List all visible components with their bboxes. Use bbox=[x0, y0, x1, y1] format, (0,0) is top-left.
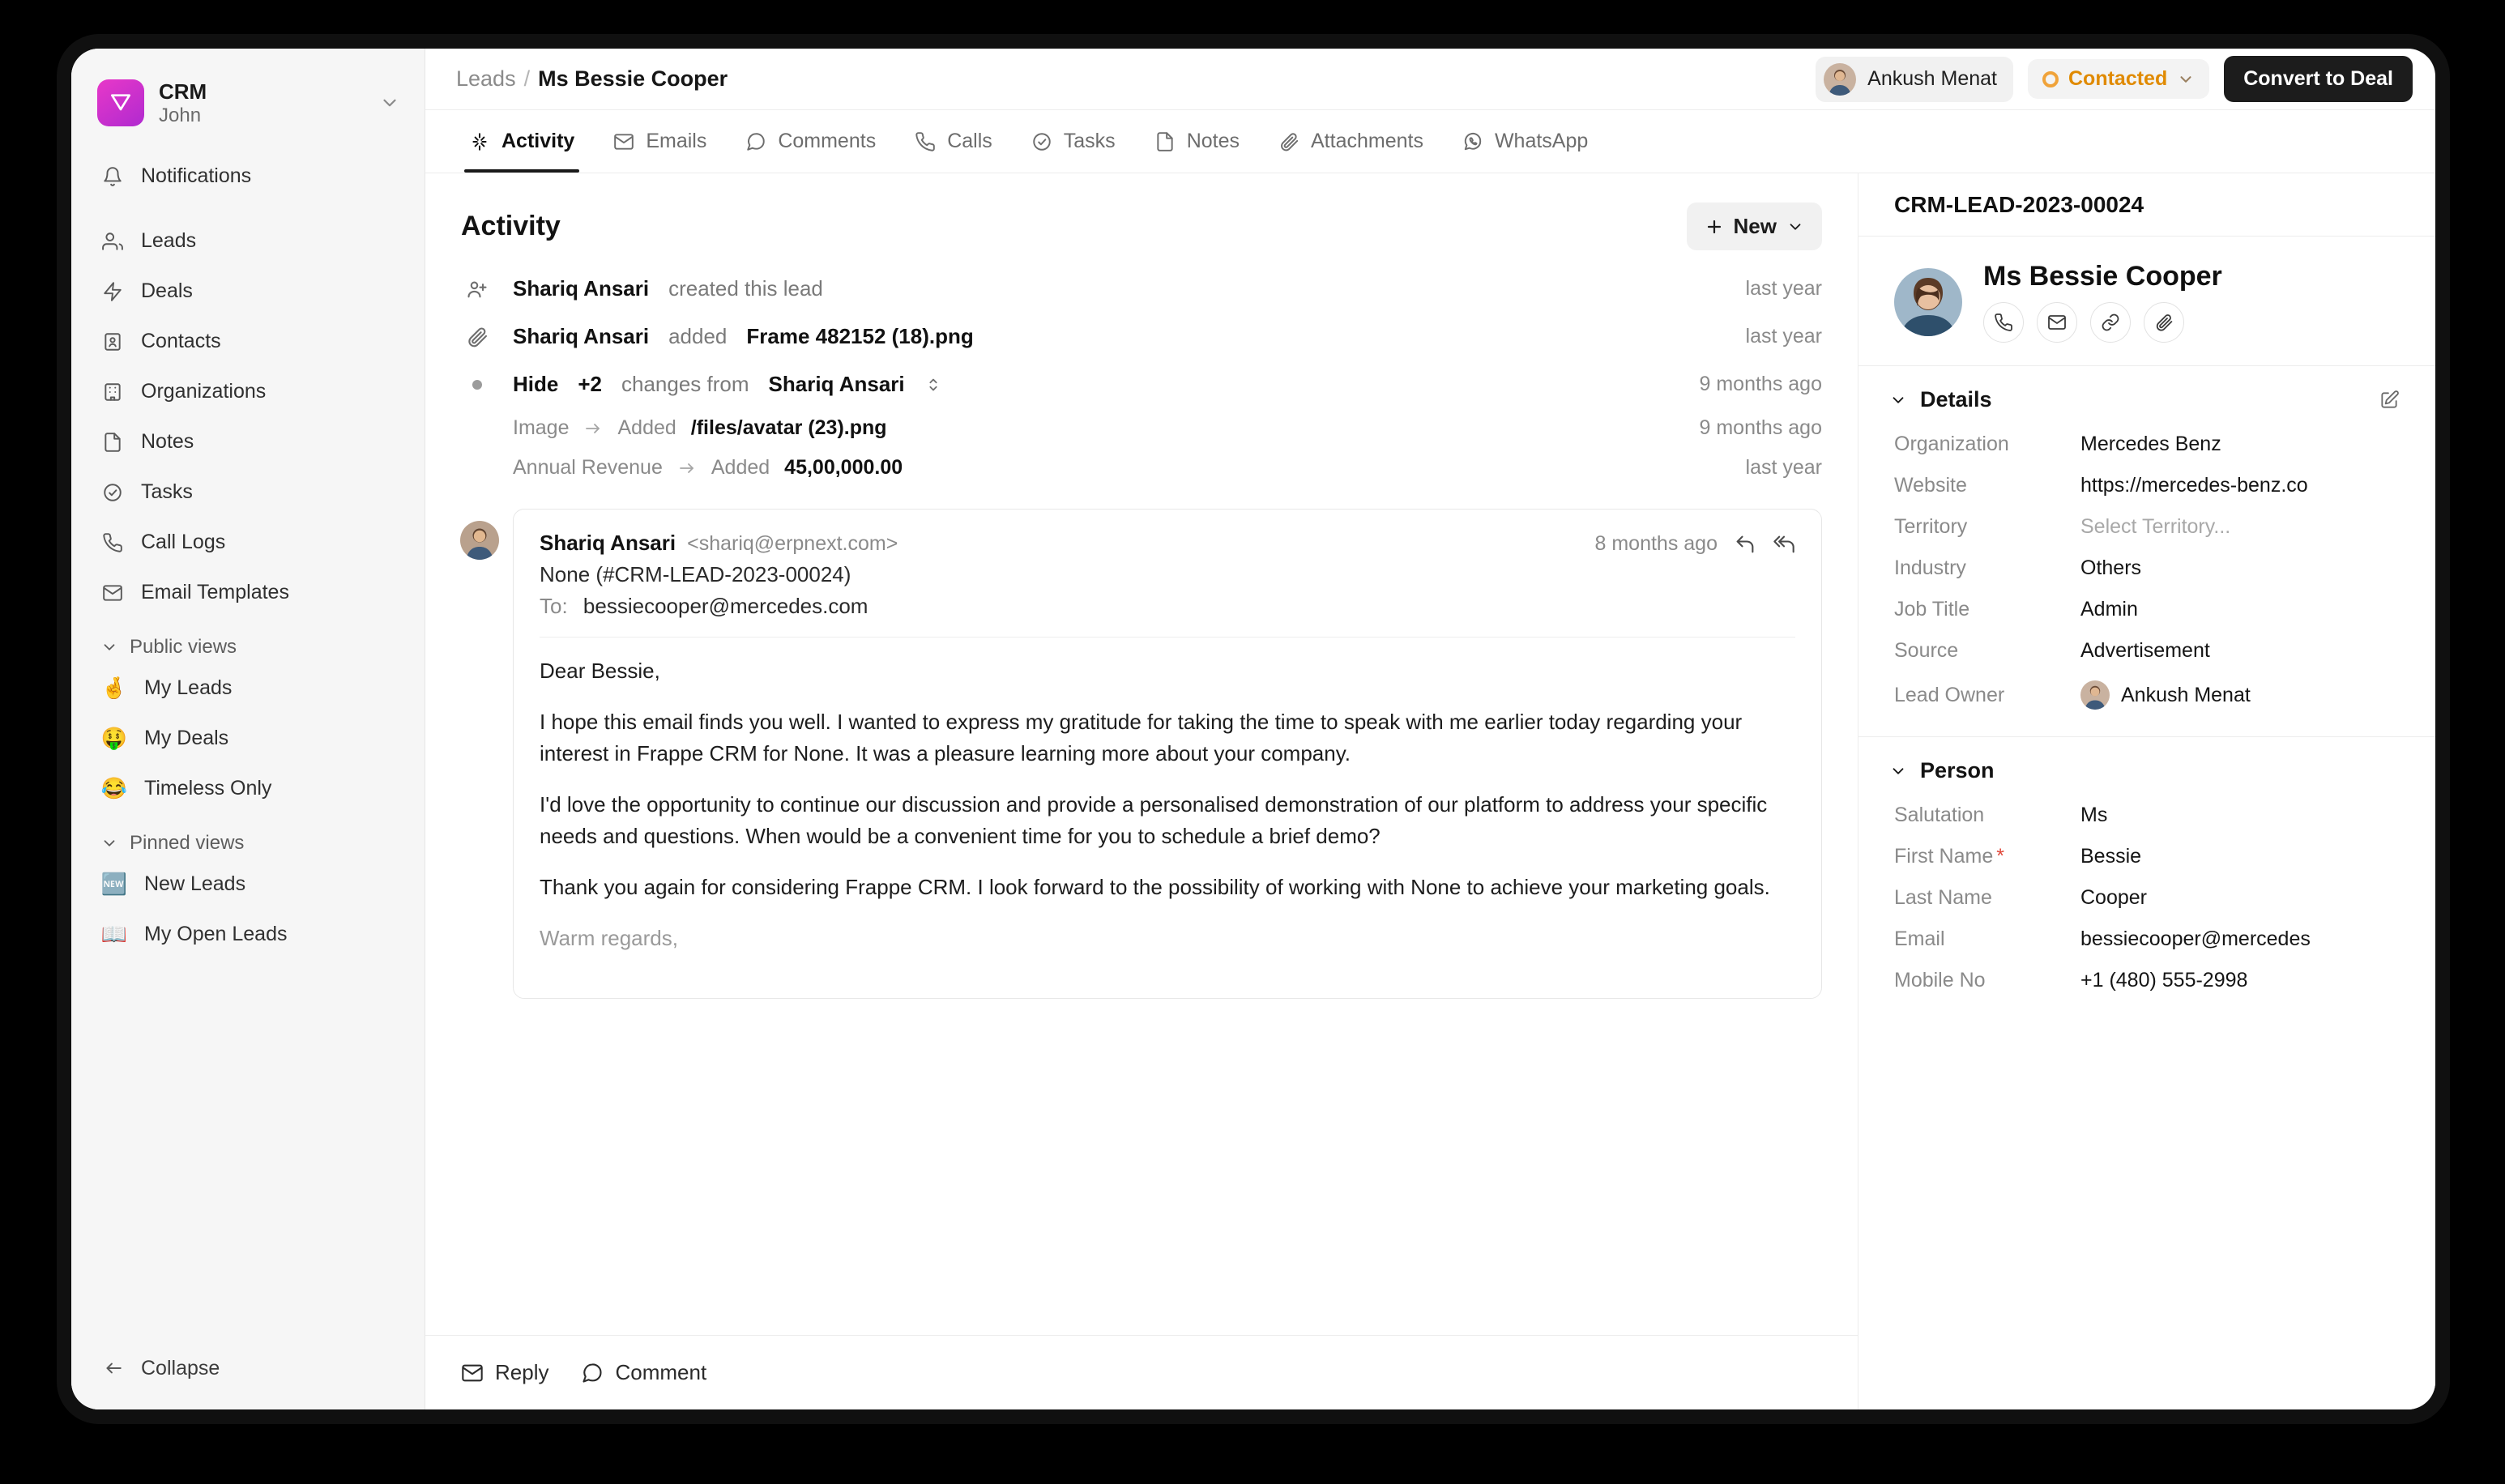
field-lead-owner[interactable] bbox=[1858, 672, 2435, 719]
collapse-icon bbox=[100, 1356, 125, 1380]
sidebar-item-label: Call Logs bbox=[141, 531, 226, 554]
required-marker: * bbox=[1996, 845, 2004, 868]
activity-event bbox=[461, 313, 1822, 360]
changes-middle: changes from bbox=[621, 372, 749, 396]
divider bbox=[540, 637, 1795, 638]
field-value: +1 (480) 555-2998 bbox=[2080, 969, 2248, 991]
attachment-icon bbox=[461, 326, 493, 348]
phone-icon[interactable] bbox=[1983, 302, 2024, 343]
tab-activity[interactable] bbox=[453, 110, 591, 173]
field-territory[interactable] bbox=[1858, 506, 2435, 548]
hide-label: Hide bbox=[513, 372, 559, 396]
field-label: Job Title bbox=[1894, 598, 1970, 620]
field-value: Cooper bbox=[2080, 886, 2147, 909]
sidebar-item-label: Tasks bbox=[141, 480, 193, 504]
reply-all-icon[interactable] bbox=[1773, 533, 1795, 556]
sidebar-item-label: Notes bbox=[141, 430, 194, 454]
field-value: Admin bbox=[2080, 598, 2138, 620]
email-recipient bbox=[540, 594, 1795, 619]
label-text: First Name bbox=[1894, 845, 1994, 868]
person-section-header[interactable] bbox=[1858, 737, 2435, 795]
laughing-emoji-icon: 😂 bbox=[100, 776, 128, 801]
field-industry[interactable] bbox=[1858, 548, 2435, 589]
sidebar-item-tasks[interactable] bbox=[87, 467, 408, 518]
email-paragraph: I hope this email finds you well. I wanted to express my gratitude for taking the time to speak with me earlier today regarding your interest in Frappe CRM for None. It was a pleasure learning more about your company. bbox=[540, 710, 1743, 765]
convert-to-deal-button[interactable]: Convert to Deal bbox=[2224, 56, 2413, 102]
event-time: 9 months ago bbox=[1699, 373, 1822, 395]
field-value: Mercedes Benz bbox=[2080, 433, 2221, 455]
edit-icon[interactable] bbox=[2379, 390, 2400, 411]
collapse-label: Collapse bbox=[141, 1356, 220, 1380]
hand-emoji-icon: 🤞 bbox=[100, 676, 128, 701]
sidebar-item-my-deals[interactable] bbox=[87, 714, 408, 764]
field-label: Source bbox=[1894, 639, 1959, 662]
arrow-right-icon bbox=[583, 419, 603, 438]
field-email[interactable] bbox=[1858, 919, 2435, 960]
tab-label: Activity bbox=[501, 130, 575, 152]
tab-label: Attachments bbox=[1311, 130, 1423, 152]
email-paragraph: Dear Bessie, bbox=[540, 659, 660, 683]
tab-emails[interactable] bbox=[597, 110, 723, 173]
mail-icon[interactable] bbox=[2037, 302, 2077, 343]
collapse-sidebar-button[interactable] bbox=[87, 1341, 408, 1395]
field-value: Select Territory... bbox=[2080, 515, 2231, 538]
book-emoji-icon: 📖 bbox=[100, 922, 128, 947]
reply-label: Reply bbox=[495, 1360, 549, 1384]
change-value: /files/avatar (23).png bbox=[690, 416, 887, 439]
field-label: Salutation bbox=[1894, 804, 1985, 826]
chevron-down-icon bbox=[100, 834, 118, 852]
change-entry bbox=[461, 408, 1822, 448]
status-dot-icon bbox=[2042, 71, 2059, 87]
mail-icon bbox=[461, 1362, 484, 1384]
sidebar-item-notes[interactable] bbox=[87, 417, 408, 467]
hide-changes-toggle[interactable] bbox=[461, 360, 1822, 408]
field-first-name[interactable] bbox=[1858, 836, 2435, 877]
email-sender: Shariq Ansari bbox=[540, 531, 676, 555]
composer-bar bbox=[425, 1335, 1858, 1409]
email-paragraph: I'd love the opportunity to continue our discussion and provide a personalised demonstration of our platform to address your specific needs and questions. When would be a convenient time for you to schedule a brief demo? bbox=[540, 792, 1768, 848]
changes-count: +2 bbox=[578, 372, 602, 396]
reply-icon[interactable] bbox=[1734, 533, 1756, 556]
activity-panel bbox=[425, 173, 1858, 1409]
tab-label: Tasks bbox=[1063, 130, 1116, 152]
attachment-icon[interactable] bbox=[2144, 302, 2184, 343]
event-time: last year bbox=[1745, 325, 1822, 348]
mail-icon bbox=[100, 581, 125, 605]
app-window bbox=[71, 49, 2435, 1409]
sidebar-item-notifications[interactable] bbox=[87, 151, 408, 202]
phone-icon bbox=[100, 531, 125, 555]
comment-icon bbox=[581, 1362, 604, 1384]
contacts-icon bbox=[100, 330, 125, 354]
event-time: last year bbox=[1745, 277, 1822, 300]
pinned-views-label: Pinned views bbox=[130, 831, 245, 854]
field-label: Website bbox=[1894, 474, 1967, 497]
top-bar bbox=[425, 49, 2435, 110]
field-value: Ms bbox=[2080, 804, 2108, 826]
chevron-down-icon bbox=[1889, 762, 1907, 780]
breadcrumb-separator: / bbox=[523, 66, 531, 91]
reply-button[interactable] bbox=[461, 1360, 548, 1385]
comment-button[interactable] bbox=[581, 1360, 706, 1385]
change-time: last year bbox=[1745, 456, 1822, 479]
field-source[interactable] bbox=[1858, 630, 2435, 672]
sidebar-item-new-leads[interactable] bbox=[87, 859, 408, 910]
sidebar-item-leads[interactable] bbox=[87, 216, 408, 267]
breadcrumb-current: Ms Bessie Cooper bbox=[538, 66, 728, 91]
public-views-label: Public views bbox=[130, 635, 237, 658]
chevron-down-icon bbox=[2177, 70, 2195, 88]
workspace-switcher[interactable] bbox=[89, 73, 408, 134]
email-message-card[interactable] bbox=[513, 509, 1822, 999]
sidebar bbox=[71, 49, 425, 1409]
avatar bbox=[1824, 63, 1856, 96]
change-field: Image bbox=[513, 416, 570, 439]
new-label: New bbox=[1733, 214, 1777, 238]
status-badge[interactable] bbox=[2028, 59, 2209, 99]
brand-user: John bbox=[159, 104, 202, 126]
sidebar-item-label: Contacts bbox=[141, 330, 221, 353]
sidebar-item-label: Organizations bbox=[141, 380, 267, 403]
tab-whatsapp[interactable] bbox=[1446, 110, 1604, 173]
field-value: Ankush Menat bbox=[2121, 683, 2251, 706]
pinned-views-header[interactable] bbox=[100, 832, 408, 855]
field-label: Territory bbox=[1894, 515, 1968, 538]
phone-icon bbox=[915, 131, 936, 152]
page-title: Activity bbox=[461, 211, 561, 241]
chevron-down-icon bbox=[379, 92, 400, 113]
tab-label: Emails bbox=[646, 130, 707, 152]
person-header bbox=[1858, 237, 2435, 366]
person-add-icon bbox=[461, 278, 493, 301]
comment-icon bbox=[745, 131, 766, 152]
sidebar-item-organizations[interactable] bbox=[87, 367, 408, 417]
new-activity-button[interactable] bbox=[1687, 203, 1822, 250]
chevron-down-icon bbox=[100, 638, 118, 656]
lead-owner-pill[interactable] bbox=[1816, 57, 2013, 102]
email-time: 8 months ago bbox=[1594, 532, 1718, 555]
email-icon bbox=[613, 131, 634, 152]
note-icon bbox=[1154, 131, 1176, 152]
avatar[interactable] bbox=[1894, 268, 1962, 336]
field-organization[interactable] bbox=[1858, 424, 2435, 465]
sidebar-item-my-leads[interactable] bbox=[87, 663, 408, 714]
field-job-title[interactable] bbox=[1858, 589, 2435, 630]
attachment-icon bbox=[1278, 131, 1299, 152]
plus-icon bbox=[1705, 217, 1724, 237]
field-website[interactable] bbox=[1858, 465, 2435, 506]
activity-feed[interactable] bbox=[425, 265, 1858, 1335]
field-value: https://mercedes-benz.co bbox=[2080, 474, 2308, 497]
leads-icon bbox=[100, 229, 125, 254]
email-sender-address: <shariq@erpnext.com> bbox=[687, 532, 898, 555]
sidebar-item-email-templates[interactable] bbox=[87, 568, 408, 618]
field-value: Advertisement bbox=[2080, 639, 2210, 662]
details-section-header[interactable] bbox=[1858, 366, 2435, 424]
tasks-icon bbox=[100, 480, 125, 505]
event-verb: added bbox=[668, 324, 728, 348]
person-title: Person bbox=[1920, 758, 1995, 783]
tab-comments[interactable] bbox=[729, 110, 892, 173]
status-label: Contacted bbox=[2068, 67, 2168, 90]
tab-label: Notes bbox=[1186, 130, 1240, 152]
details-panel bbox=[1858, 173, 2435, 1409]
field-label bbox=[1894, 845, 2080, 868]
sidebar-item-label: My Open Leads bbox=[144, 923, 288, 946]
main-area bbox=[425, 49, 2435, 1409]
field-salutation[interactable] bbox=[1858, 795, 2435, 836]
task-icon bbox=[1031, 131, 1052, 152]
sidebar-item-my-open-leads[interactable] bbox=[87, 910, 408, 960]
field-label: Mobile No bbox=[1894, 969, 1986, 991]
tab-attachments[interactable] bbox=[1262, 110, 1440, 173]
email-body bbox=[540, 655, 1795, 954]
arrow-right-icon bbox=[677, 458, 697, 478]
person-name: Ms Bessie Cooper bbox=[1983, 261, 2222, 292]
tab-label: Comments bbox=[778, 130, 877, 152]
field-last-name[interactable] bbox=[1858, 877, 2435, 919]
change-value: 45,00,000.00 bbox=[784, 456, 903, 479]
activity-icon bbox=[469, 131, 490, 152]
sidebar-item-label: Email Templates bbox=[141, 581, 289, 604]
deals-icon bbox=[100, 279, 125, 304]
dot-icon bbox=[461, 378, 493, 391]
field-label: Organization bbox=[1894, 433, 2009, 455]
link-icon[interactable] bbox=[2090, 302, 2131, 343]
change-action: Added bbox=[617, 416, 676, 439]
field-value: bessiecooper@mercedes bbox=[2080, 927, 2311, 950]
event-verb: created this lead bbox=[668, 276, 823, 301]
field-label: Industry bbox=[1894, 556, 1966, 579]
tab-bar bbox=[425, 110, 2435, 173]
activity-event bbox=[461, 265, 1822, 313]
sidebar-item-label: My Deals bbox=[144, 727, 229, 750]
event-actor: Shariq Ansari bbox=[513, 324, 650, 348]
tab-notes[interactable] bbox=[1138, 110, 1256, 173]
field-label: Last Name bbox=[1894, 886, 1992, 909]
chevron-down-icon bbox=[1889, 391, 1907, 409]
avatar bbox=[460, 521, 499, 560]
sidebar-item-label: Leads bbox=[141, 229, 197, 253]
sidebar-item-label: My Leads bbox=[144, 676, 233, 700]
sidebar-item-label: Timeless Only bbox=[144, 777, 272, 800]
sidebar-item-timeless-only[interactable] bbox=[87, 764, 408, 814]
public-views-header[interactable] bbox=[100, 636, 408, 659]
sidebar-item-contacts[interactable] bbox=[87, 317, 408, 367]
change-time: 9 months ago bbox=[1699, 416, 1822, 439]
avatar bbox=[2080, 680, 2110, 710]
details-title: Details bbox=[1920, 387, 1992, 412]
change-action: Added bbox=[711, 456, 770, 479]
email-subject: None (#CRM-LEAD-2023-00024) bbox=[540, 562, 851, 586]
tab-calls[interactable] bbox=[898, 110, 1009, 173]
field-label: Email bbox=[1894, 927, 1945, 950]
brand-title: CRM bbox=[159, 79, 207, 104]
tab-tasks[interactable] bbox=[1015, 110, 1132, 173]
notes-icon bbox=[100, 430, 125, 454]
sidebar-item-label: New Leads bbox=[144, 872, 246, 896]
to-label: To: bbox=[540, 594, 568, 618]
breadcrumb-parent[interactable]: Leads bbox=[456, 66, 516, 91]
sidebar-item-deals[interactable] bbox=[87, 267, 408, 317]
crm-logo-icon bbox=[97, 79, 144, 126]
money-face-emoji-icon: 🤑 bbox=[100, 726, 128, 751]
chevron-updown-icon bbox=[924, 376, 942, 394]
comment-label: Comment bbox=[615, 1360, 707, 1384]
tab-label: Calls bbox=[947, 130, 992, 152]
organizations-icon bbox=[100, 380, 125, 404]
field-value: Bessie bbox=[2080, 845, 2142, 868]
field-value: Others bbox=[2080, 556, 2142, 579]
sidebar-item-call-logs[interactable] bbox=[87, 518, 408, 568]
whatsapp-icon bbox=[1462, 131, 1483, 152]
changes-actor: Shariq Ansari bbox=[768, 372, 905, 396]
tab-label: WhatsApp bbox=[1494, 130, 1589, 152]
to-address: bessiecooper@mercedes.com bbox=[583, 594, 868, 618]
field-label: Lead Owner bbox=[1894, 683, 2005, 706]
field-mobile-no[interactable] bbox=[1858, 960, 2435, 1001]
email-paragraph: Thank you again for considering Frappe CRM. I look forward to the possibility of working with None to achieve your marketing goals. bbox=[540, 875, 1770, 899]
new-emoji-icon: 🆕 bbox=[100, 872, 128, 897]
sidebar-item-label: Notifications bbox=[141, 164, 252, 188]
change-field: Annual Revenue bbox=[513, 456, 663, 479]
bell-icon bbox=[100, 164, 125, 189]
event-actor: Shariq Ansari bbox=[513, 276, 650, 301]
event-object: Frame 482152 (18).png bbox=[746, 324, 974, 348]
email-paragraph: Warm regards, bbox=[540, 926, 678, 950]
chevron-down-icon bbox=[1786, 218, 1804, 236]
change-entry bbox=[461, 448, 1822, 488]
sidebar-item-label: Deals bbox=[141, 279, 193, 303]
lead-owner-name: Ankush Menat bbox=[1867, 67, 1997, 90]
record-id: CRM-LEAD-2023-00024 bbox=[1858, 173, 2435, 237]
